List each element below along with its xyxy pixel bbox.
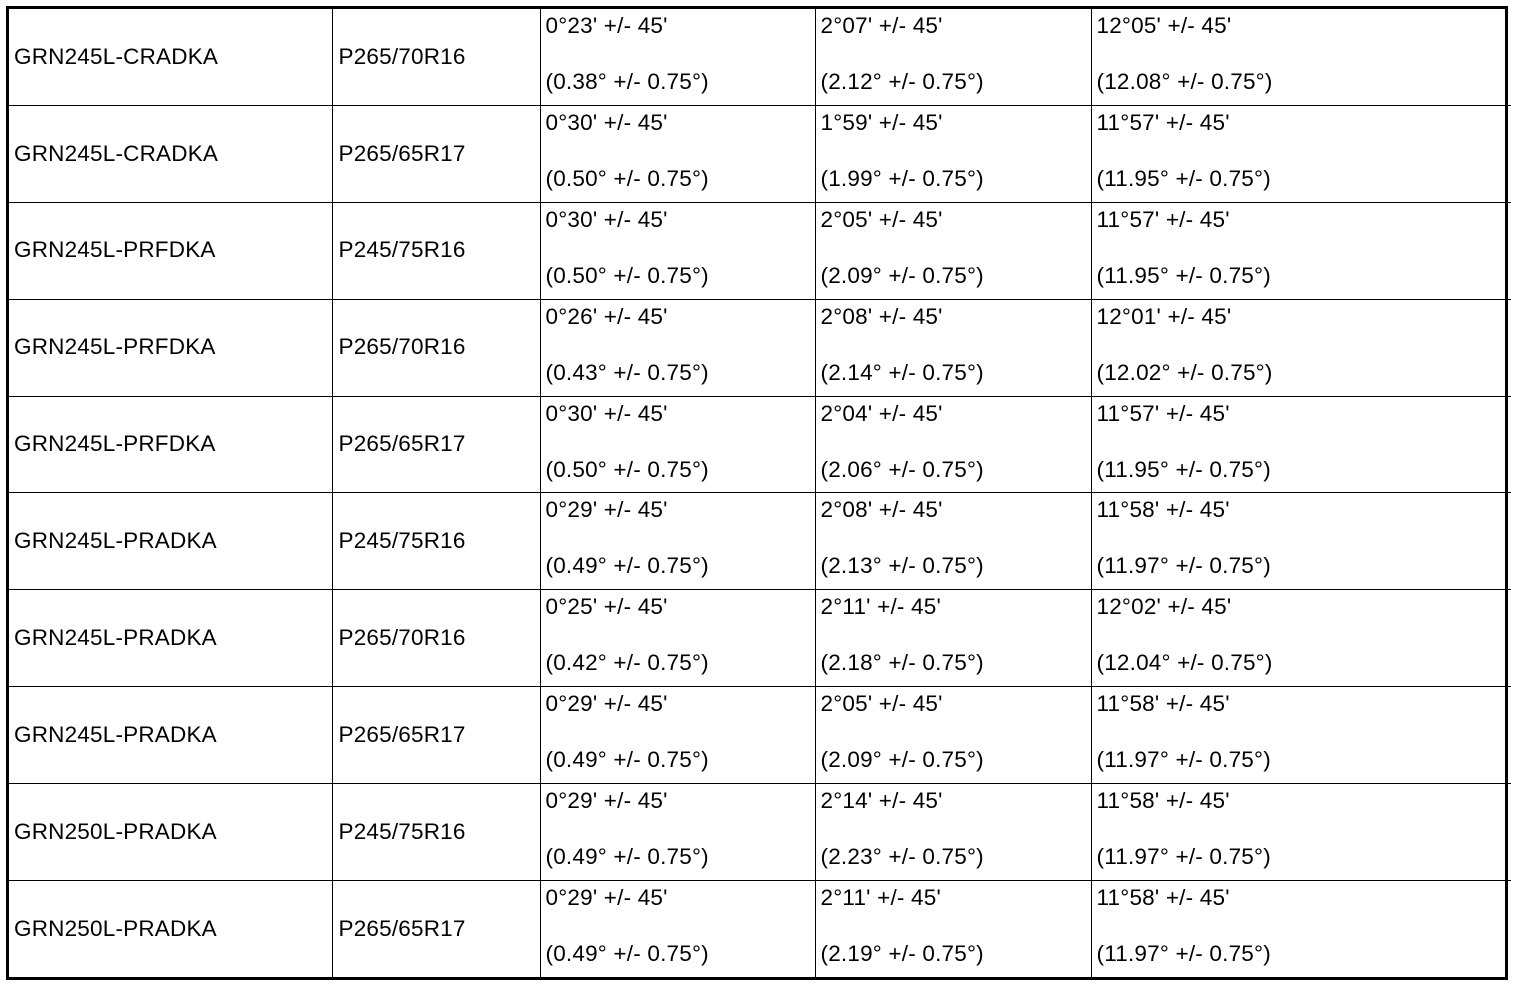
caster-spec-values (816, 300, 1091, 395)
table-row (9, 687, 1511, 784)
sai-spec-values (1092, 300, 1512, 395)
camber-spec-cell (540, 299, 815, 396)
sai-decimal-degrees-value: (12.08° +/- 0.75°) (1096, 69, 1273, 94)
caster-spec-cell (815, 9, 1091, 105)
tire-size-cell: P245/75R16 (332, 493, 540, 590)
caster-spec-values (816, 397, 1091, 492)
camber-decimal-degrees-value: (0.49° +/- 0.75°) (545, 844, 709, 870)
caster-spec-cell (815, 590, 1091, 687)
table-row (9, 105, 1511, 202)
sai-decimal-degrees-value: (12.02° +/- 0.75°) (1096, 359, 1273, 385)
caster-spec-values (816, 106, 1091, 201)
sai-spec-values (1092, 106, 1512, 201)
camber-minutes-value: 0°30' +/- 45' (545, 109, 668, 135)
caster-minutes-value: 2°11' +/- 45' (820, 885, 941, 911)
sai-spec-cell (1091, 9, 1511, 105)
caster-spec-cell (815, 687, 1091, 784)
camber-minutes-value: 0°29' +/- 45' (545, 497, 668, 523)
caster-decimal-degrees-value: (1.99° +/- 0.75°) (820, 165, 984, 191)
sai-decimal-degrees-value: (11.97° +/- 0.75°) (1096, 747, 1271, 773)
sai-decimal-degrees-value: (11.97° +/- 0.75°) (1096, 941, 1271, 967)
caster-decimal-degrees-value: (2.18° +/- 0.75°) (820, 650, 984, 676)
model-code-cell: GRN245L-PRADKA (9, 687, 332, 784)
sai-spec-values (1092, 687, 1512, 782)
camber-decimal-degrees-value: (0.50° +/- 0.75°) (545, 456, 709, 482)
sai-minutes-value: 12°05' +/- 45' (1096, 13, 1232, 38)
camber-spec-cell (540, 687, 815, 784)
camber-decimal-degrees-value: (0.42° +/- 0.75°) (545, 650, 709, 676)
camber-minutes-value: 0°29' +/- 45' (545, 788, 668, 814)
caster-spec-cell (815, 493, 1091, 590)
caster-spec-cell (815, 105, 1091, 202)
sai-spec-cell (1091, 202, 1511, 299)
sai-minutes-value: 11°57' +/- 45' (1096, 206, 1230, 232)
sai-decimal-degrees-value: (11.97° +/- 0.75°) (1096, 553, 1271, 579)
alignment-spec-table-frame (6, 6, 1508, 980)
sai-spec-cell (1091, 105, 1511, 202)
tire-size-cell: P245/75R16 (332, 202, 540, 299)
caster-decimal-degrees-value: (2.09° +/- 0.75°) (820, 262, 984, 288)
tire-size-cell: P265/65R17 (332, 687, 540, 784)
caster-decimal-degrees-value: (2.12° +/- 0.75°) (820, 69, 984, 94)
sai-spec-cell (1091, 299, 1511, 396)
caster-minutes-value: 2°08' +/- 45' (820, 303, 943, 329)
model-code-cell: GRN245L-CRADKA (9, 9, 332, 105)
caster-spec-values (816, 493, 1091, 588)
camber-spec-values (541, 397, 815, 492)
model-code-cell: GRN250L-PRADKA (9, 881, 332, 977)
sai-minutes-value: 12°01' +/- 45' (1096, 303, 1232, 329)
tire-size-cell: P265/65R17 (332, 396, 540, 493)
camber-spec-cell (540, 9, 815, 105)
model-code-cell: GRN245L-PRADKA (9, 493, 332, 590)
table-row (9, 396, 1511, 493)
caster-minutes-value: 2°04' +/- 45' (820, 400, 943, 426)
caster-decimal-degrees-value: (2.19° +/- 0.75°) (820, 941, 984, 967)
sai-decimal-degrees-value: (12.04° +/- 0.75°) (1096, 650, 1273, 676)
camber-minutes-value: 0°29' +/- 45' (545, 885, 668, 911)
camber-minutes-value: 0°30' +/- 45' (545, 400, 668, 426)
tire-size-cell: P265/70R16 (332, 590, 540, 687)
alignment-spec-table (9, 9, 1511, 977)
caster-spec-cell (815, 881, 1091, 977)
camber-spec-values (541, 881, 815, 976)
camber-minutes-value: 0°26' +/- 45' (545, 303, 668, 329)
camber-spec-cell (540, 105, 815, 202)
camber-spec-values (541, 106, 815, 201)
model-code-cell: GRN245L-PRADKA (9, 590, 332, 687)
caster-minutes-value: 2°07' +/- 45' (820, 13, 943, 38)
camber-spec-cell (540, 202, 815, 299)
sai-spec-cell (1091, 784, 1511, 881)
table-row (9, 784, 1511, 881)
camber-decimal-degrees-value: (0.38° +/- 0.75°) (545, 69, 709, 94)
tire-size-cell: P265/70R16 (332, 9, 540, 105)
caster-spec-cell (815, 202, 1091, 299)
camber-minutes-value: 0°23' +/- 45' (545, 13, 668, 38)
caster-spec-cell (815, 784, 1091, 881)
table-row (9, 299, 1511, 396)
table-row (9, 881, 1511, 977)
table-row (9, 9, 1511, 105)
tire-size-cell: P265/70R16 (332, 299, 540, 396)
model-code-cell: GRN245L-PRFDKA (9, 396, 332, 493)
sai-decimal-degrees-value: (11.95° +/- 0.75°) (1096, 262, 1271, 288)
caster-decimal-degrees-value: (2.06° +/- 0.75°) (820, 456, 984, 482)
camber-spec-values (541, 203, 815, 298)
sai-minutes-value: 11°58' +/- 45' (1096, 691, 1230, 717)
camber-spec-cell (540, 590, 815, 687)
camber-spec-cell (540, 493, 815, 590)
camber-spec-cell (540, 784, 815, 881)
camber-decimal-degrees-value: (0.49° +/- 0.75°) (545, 941, 709, 967)
camber-minutes-value: 0°29' +/- 45' (545, 691, 668, 717)
camber-decimal-degrees-value: (0.49° +/- 0.75°) (545, 553, 709, 579)
camber-spec-cell (540, 881, 815, 977)
sai-spec-cell (1091, 881, 1511, 977)
tire-size-cell: P265/65R17 (332, 105, 540, 202)
camber-spec-values (541, 590, 815, 685)
sai-minutes-value: 11°57' +/- 45' (1096, 400, 1230, 426)
sai-spec-cell (1091, 687, 1511, 784)
sai-decimal-degrees-value: (11.95° +/- 0.75°) (1096, 456, 1271, 482)
caster-spec-values (816, 784, 1091, 879)
caster-minutes-value: 2°14' +/- 45' (820, 788, 943, 814)
camber-spec-values (541, 9, 815, 104)
caster-minutes-value: 2°05' +/- 45' (820, 206, 943, 232)
sai-spec-values (1092, 203, 1512, 298)
sai-spec-cell (1091, 493, 1511, 590)
tire-size-cell: P245/75R16 (332, 784, 540, 881)
sai-minutes-value: 11°58' +/- 45' (1096, 497, 1230, 523)
caster-decimal-degrees-value: (2.09° +/- 0.75°) (820, 747, 984, 773)
model-code-cell: GRN245L-PRFDKA (9, 299, 332, 396)
caster-minutes-value: 2°11' +/- 45' (820, 594, 941, 620)
sai-decimal-degrees-value: (11.97° +/- 0.75°) (1096, 844, 1271, 870)
model-code-cell: GRN245L-PRFDKA (9, 202, 332, 299)
sai-spec-values (1092, 881, 1512, 976)
sai-minutes-value: 11°57' +/- 45' (1096, 109, 1230, 135)
sai-minutes-value: 12°02' +/- 45' (1096, 594, 1232, 620)
camber-decimal-degrees-value: (0.50° +/- 0.75°) (545, 262, 709, 288)
caster-spec-values (816, 687, 1091, 782)
camber-decimal-degrees-value: (0.43° +/- 0.75°) (545, 359, 709, 385)
table-row (9, 590, 1511, 687)
camber-spec-values (541, 493, 815, 588)
caster-minutes-value: 2°05' +/- 45' (820, 691, 943, 717)
caster-minutes-value: 2°08' +/- 45' (820, 497, 943, 523)
model-code-cell: GRN245L-CRADKA (9, 105, 332, 202)
caster-spec-values (816, 881, 1091, 976)
camber-decimal-degrees-value: (0.50° +/- 0.75°) (545, 165, 709, 191)
caster-spec-cell (815, 396, 1091, 493)
sai-minutes-value: 11°58' +/- 45' (1096, 788, 1230, 814)
sai-spec-cell (1091, 590, 1511, 687)
camber-spec-values (541, 687, 815, 782)
camber-spec-values (541, 784, 815, 879)
sai-spec-cell (1091, 396, 1511, 493)
camber-minutes-value: 0°30' +/- 45' (545, 206, 668, 232)
table-row (9, 493, 1511, 590)
camber-spec-values (541, 300, 815, 395)
model-code-cell: GRN250L-PRADKA (9, 784, 332, 881)
sai-spec-values (1092, 590, 1512, 685)
camber-decimal-degrees-value: (0.49° +/- 0.75°) (545, 747, 709, 773)
tire-size-cell: P265/65R17 (332, 881, 540, 977)
table-row (9, 202, 1511, 299)
sai-minutes-value: 11°58' +/- 45' (1096, 885, 1230, 911)
caster-decimal-degrees-value: (2.14° +/- 0.75°) (820, 359, 984, 385)
sai-decimal-degrees-value: (11.95° +/- 0.75°) (1096, 165, 1271, 191)
caster-decimal-degrees-value: (2.23° +/- 0.75°) (820, 844, 984, 870)
camber-minutes-value: 0°25' +/- 45' (545, 594, 668, 620)
caster-decimal-degrees-value: (2.13° +/- 0.75°) (820, 553, 984, 579)
caster-spec-values (816, 203, 1091, 298)
camber-spec-cell (540, 396, 815, 493)
sai-spec-values (1092, 9, 1512, 104)
sai-spec-values (1092, 784, 1512, 879)
sai-spec-values (1092, 493, 1512, 588)
table-body (9, 9, 1511, 977)
caster-spec-cell (815, 299, 1091, 396)
sai-spec-values (1092, 397, 1512, 492)
caster-spec-values (816, 590, 1091, 685)
caster-minutes-value: 1°59' +/- 45' (820, 109, 943, 135)
caster-spec-values (816, 9, 1091, 104)
